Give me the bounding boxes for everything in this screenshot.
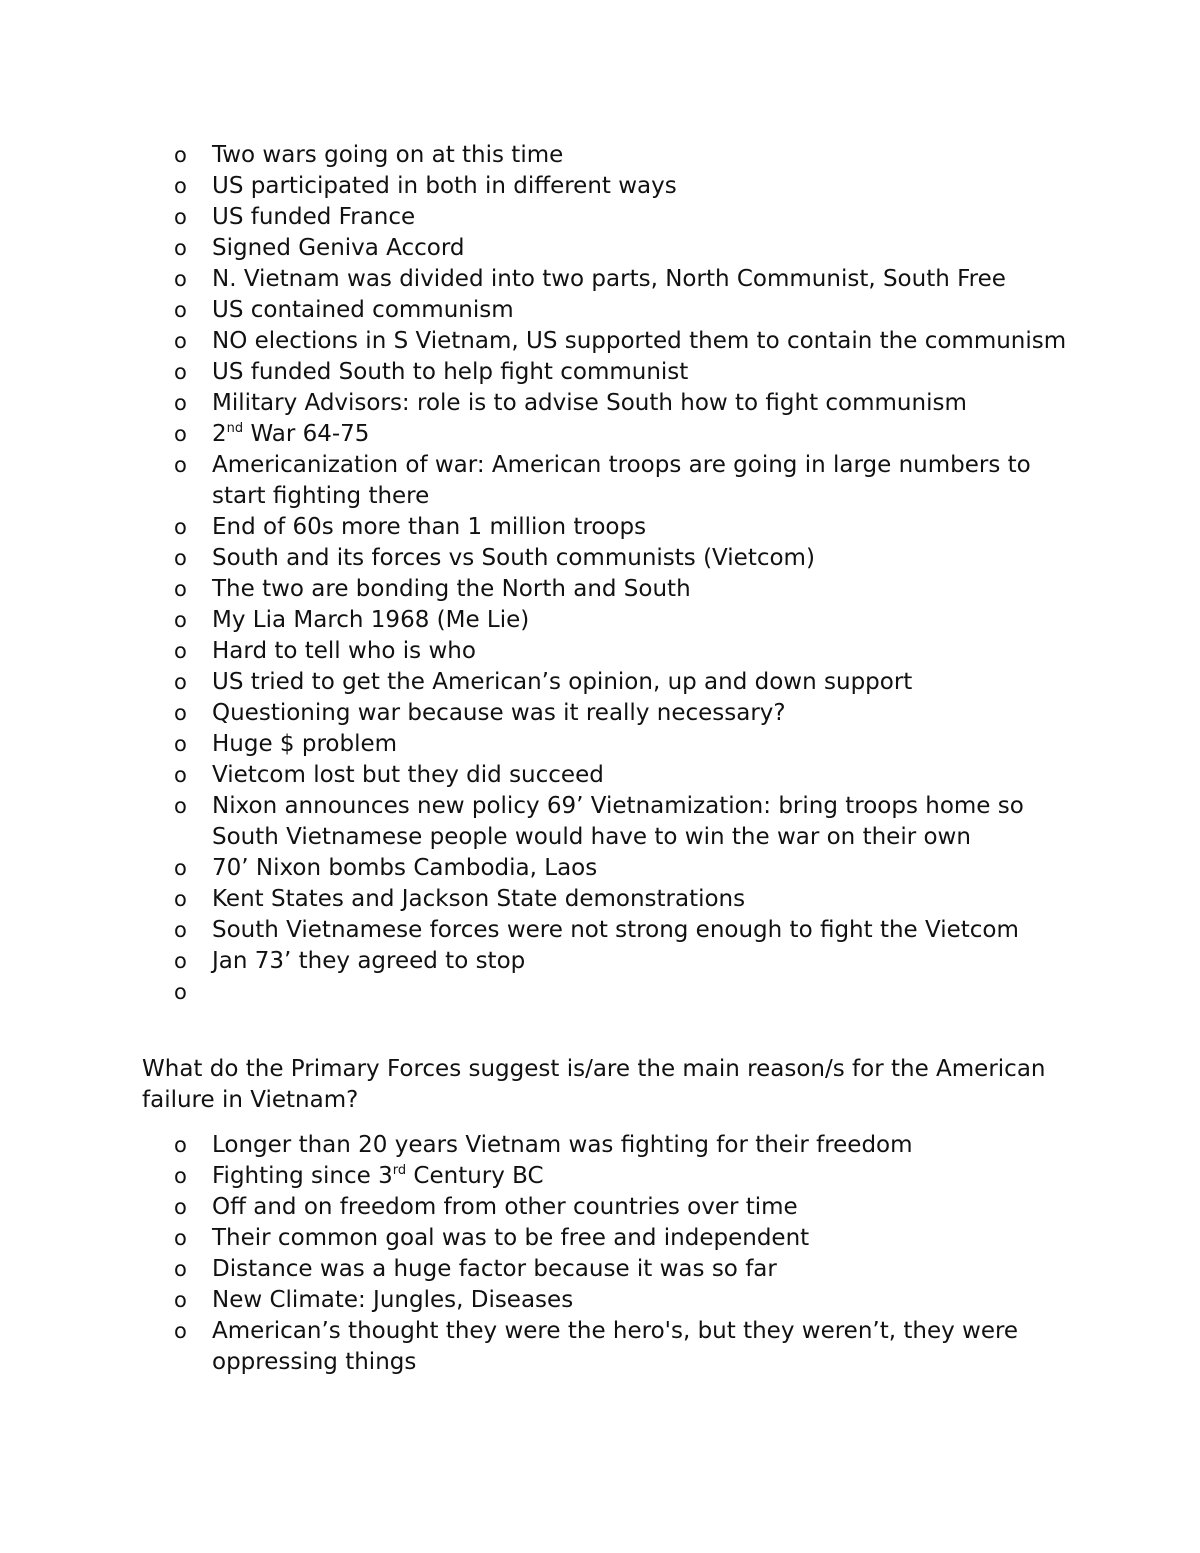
list-item: [174, 698, 1074, 729]
bullet-icon: o: [174, 1257, 187, 1281]
list-item-text: [212, 421, 369, 447]
list-item-text: Longer than 20 years Vietnam was fighting for their freedom: [212, 1132, 913, 1158]
list-item: [174, 791, 1074, 853]
list-item: [174, 605, 1074, 636]
list-item-text: Signed Geniva Accord: [212, 235, 465, 261]
list-item-text: Two wars going on at this time: [212, 142, 564, 168]
bullet-icon: o: [174, 732, 187, 756]
list-item: [174, 1161, 1074, 1192]
bullet-icon: o: [174, 422, 187, 446]
list-item-text: N. Vietnam was divided into two parts, North Communist, South Free: [212, 266, 1006, 292]
list-item-text: American’s thought they were the hero's, but they weren’t, they were oppressing things: [212, 1318, 1019, 1375]
bullet-icon: o: [174, 546, 187, 570]
list-item-text: Military Advisors: role is to advise South how to fight communism: [212, 390, 967, 416]
notes-list-1: [174, 140, 1074, 1004]
list-item: [174, 357, 1074, 388]
bullet-icon: o: [174, 1319, 187, 1343]
list-item-text: End of 60s more than 1 million troops: [212, 514, 647, 540]
list-item: [174, 574, 1074, 605]
bullet-icon: o: [174, 794, 187, 818]
list-item-text: My Lia March 1968 (Me Lie): [212, 607, 530, 633]
list-item: [174, 1316, 1074, 1378]
bullet-icon: o: [174, 329, 187, 353]
list-item: [174, 1223, 1074, 1254]
bullet-icon: o: [174, 670, 187, 694]
notes-list-2: [174, 1130, 1074, 1378]
list-item: [174, 915, 1074, 946]
list-item-text: US contained communism: [212, 297, 514, 323]
bullet-icon: o: [174, 515, 187, 539]
bullet-icon: o: [174, 887, 187, 911]
list-item: [174, 419, 1074, 450]
bullet-icon: o: [174, 608, 187, 632]
list-item-text: US tried to get the American’s opinion, up and down support: [212, 669, 913, 695]
list-item-text: New Climate: Jungles, Diseases: [212, 1287, 574, 1313]
list-item: [174, 140, 1074, 171]
bullet-icon: o: [174, 701, 187, 725]
bullet-icon: o: [174, 763, 187, 787]
question-text: What do the Primary Forces suggest is/are the main reason/s for the American failure in Vietnam?: [142, 1056, 1046, 1113]
list-item-text: Hard to tell who is who: [212, 638, 476, 664]
bullet-icon: o: [174, 1288, 187, 1312]
list-item-text: Nixon announces new policy 69’ Vietnamization: bring troops home so South Vietnamese people would have to win the war on their own: [212, 793, 1024, 850]
list-item-text: US participated in both in different ways: [212, 173, 677, 199]
list-item: [174, 326, 1074, 357]
list-item: [174, 946, 1074, 977]
list-item-text: The two are bonding the North and South: [212, 576, 691, 602]
list-item-text: US funded France: [212, 204, 416, 230]
list-item-text: Americanization of war: American troops are going in large numbers to start fighting there: [212, 452, 1031, 509]
list-item-text: Questioning war because was it really necessary?: [212, 700, 786, 726]
list-item: [174, 202, 1074, 233]
bullet-icon: o: [174, 1195, 187, 1219]
list-item-text: Their common goal was to be free and independent: [212, 1225, 810, 1251]
ordinal-superscript: rd: [392, 1163, 407, 1178]
bullet-icon: o: [174, 949, 187, 973]
bullet-icon: o: [174, 267, 187, 291]
list-item: [174, 171, 1074, 202]
list-item-text: US funded South to help fight communist: [212, 359, 689, 385]
list-item-text: 70’ Nixon bombs Cambodia, Laos: [212, 855, 598, 881]
ordinal-superscript: nd: [226, 421, 244, 436]
list-item: [174, 1192, 1074, 1223]
list-item: [174, 450, 1074, 512]
list-item: [174, 1285, 1074, 1316]
bullet-icon: o: [174, 1164, 187, 1188]
list-item: [174, 264, 1074, 295]
bullet-icon: o: [174, 918, 187, 942]
list-item: [174, 760, 1074, 791]
bullet-icon: o: [174, 298, 187, 322]
list-item: [174, 543, 1074, 574]
list-item-text: South Vietnamese forces were not strong enough to fight the Vietcom: [212, 917, 1019, 943]
list-item-text-pre: Fighting since 3: [212, 1163, 393, 1189]
list-item: [174, 667, 1074, 698]
list-item: [174, 1130, 1074, 1161]
list-item-text: Jan 73’ they agreed to stop: [212, 948, 526, 974]
bullet-icon: o: [174, 1133, 187, 1157]
bullet-icon: o: [174, 174, 187, 198]
bullet-icon: o: [174, 391, 187, 415]
bullet-icon: o: [174, 577, 187, 601]
list-item-text-post: Century BC: [406, 1163, 544, 1189]
bullet-icon: o: [174, 205, 187, 229]
list-item-text-post: War 64-75: [243, 421, 370, 447]
bullet-icon: o: [174, 980, 187, 1004]
list-item-text: [212, 1163, 544, 1189]
list-item: [174, 233, 1074, 264]
list-item: [174, 295, 1074, 326]
bullet-icon: o: [174, 1226, 187, 1250]
bullet-icon: o: [174, 143, 187, 167]
bullet-icon: o: [174, 856, 187, 880]
bullet-icon: o: [174, 236, 187, 260]
list-item: [174, 853, 1074, 884]
list-item-text-pre: 2: [212, 421, 227, 447]
list-item-text: Vietcom lost but they did succeed: [212, 762, 604, 788]
list-item: [174, 636, 1074, 667]
bullet-icon: o: [174, 453, 187, 477]
list-item-text: South and its forces vs South communists (Vietcom): [212, 545, 815, 571]
bullet-icon: o: [174, 360, 187, 384]
list-item-text: NO elections in S Vietnam, US supported them to contain the communism: [212, 328, 1067, 354]
list-item-text: Off and on freedom from other countries over time: [212, 1194, 798, 1220]
list-item-text: Huge $ problem: [212, 731, 398, 757]
list-item-text: Kent States and Jackson State demonstrations: [212, 886, 746, 912]
list-item: [174, 884, 1074, 915]
list-item: [174, 388, 1074, 419]
list-item: [174, 729, 1074, 760]
bullet-icon: o: [174, 639, 187, 663]
list-item: [174, 512, 1074, 543]
list-item-text: Distance was a huge factor because it was so far: [212, 1256, 777, 1282]
list-item: [174, 1254, 1074, 1285]
